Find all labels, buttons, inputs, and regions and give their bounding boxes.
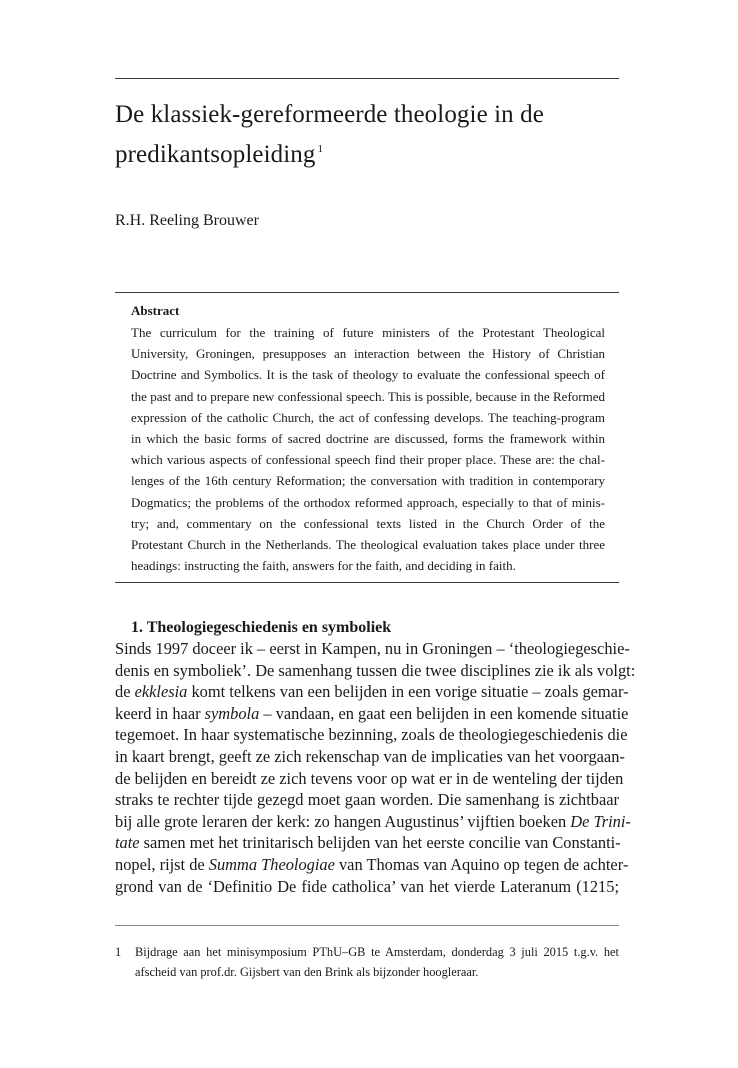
body-line	[115, 638, 630, 660]
body-line	[115, 832, 619, 854]
author-name: R.H. Reeling Brouwer	[115, 212, 259, 229]
article-title-line1: De klassiek-gereformeerde theologie in de	[115, 101, 544, 128]
body-text-run: in kaart brengt, geeft ze zich rekenschap van de implicaties van het voorgaan-	[115, 746, 625, 766]
body-text-run: tegemoet. In haar systematische bezinning, zoals de theologiegeschiedenis die	[115, 725, 628, 745]
abstract-line: Doctrine and Symbolics. It is the task of theology to evaluate the confessional speech of	[131, 367, 605, 383]
abstract-block	[131, 302, 605, 576]
abstract-line: University, Groningen, presupposes an interaction between the History of Christian	[131, 346, 605, 362]
article-title-line2: predikantsopleiding	[115, 140, 316, 168]
italic-term: De Trini-	[570, 811, 631, 831]
footnote-line: afscheid van prof.dr. Gijsbert van den Brink als bijzonder hoogleraar.	[135, 965, 479, 979]
body-line	[115, 854, 629, 876]
italic-term: ekklesia	[134, 682, 188, 702]
body-line	[115, 681, 629, 703]
body-text-run: – vandaan, en gaat een belijden in een komende situatie	[259, 703, 629, 723]
body-line	[115, 746, 625, 768]
body-text-run: de	[115, 682, 135, 702]
title-footnote-ref[interactable]: 1	[317, 143, 324, 155]
article-title	[115, 98, 619, 172]
footnote-rule	[115, 925, 619, 926]
body-line	[115, 789, 619, 811]
body-line	[115, 768, 624, 790]
abstract-line: try; and, commentary on the confessional texts listed in the Church Order of the	[131, 515, 605, 531]
body-text-run: komt telkens van een belijden in een vorige situatie – zoals gemar-	[187, 682, 629, 702]
abstract-line: the past and to prepare new confessional speech. This is possible, because in the Reformed	[131, 388, 605, 404]
body-text	[115, 638, 636, 897]
body-line	[115, 660, 636, 682]
body-text-run: denis en symboliek’. De samenhang tussen die twee disciplines zie ik als volgt:	[115, 660, 636, 680]
abstract-line: expression of the catholic Church, the act of confessing develops. The teaching-program	[131, 409, 605, 425]
italic-term: tate	[115, 833, 140, 853]
footnote	[115, 942, 619, 982]
body-text-run: keerd in haar	[115, 703, 205, 723]
body-line	[115, 811, 631, 833]
abstract-line: headings: instructing the faith, answers for the faith, and deciding in faith.	[131, 558, 516, 574]
abstract-line: in which the basic forms of sacred doctrine are discussed, forms the framework within	[131, 430, 605, 446]
top-rule	[115, 78, 619, 79]
footnote-text	[135, 942, 619, 982]
body-line	[115, 724, 628, 746]
section-heading: 1. Theologiegeschiedenis en symboliek	[131, 619, 392, 636]
abstract-line: Dogmatics; the problems of the orthodox reformed approach, especially to that of minis-	[131, 494, 605, 510]
body-text-run: bij alle grote leraren der kerk: zo hangen Augustinus’ vijftien boeken	[115, 811, 571, 831]
body-text-run: samen met het trinitarisch belijden van het eerste concilie van Constanti-	[139, 833, 621, 853]
abstract-bottom-rule	[115, 582, 619, 583]
footnote-number: 1	[115, 945, 122, 959]
abstract-line: Protestant Church in the Netherlands. The theological evaluation takes place under three	[131, 536, 605, 552]
body-text-run: grond van de ‘Definitio De fide catholica’ van het vierde Lateranum (1215;	[115, 876, 619, 896]
body-line	[115, 703, 629, 725]
abstract-line: The curriculum for the training of future ministers of the Protestant Theological	[131, 325, 605, 340]
body-line	[115, 876, 619, 898]
body-text-run: van Thomas van Aquino op tegen de achter-	[334, 854, 629, 874]
abstract-line: which various aspects of confessional speech find their proper place. These are: the chal-	[131, 452, 605, 468]
body-text-run: de belijden en bereidt ze zich tevens voor op wat er in de wenteling der tijden	[115, 768, 624, 788]
abstract-top-rule	[115, 292, 619, 293]
abstract-text	[131, 322, 605, 576]
abstract-line: lenges of the 16th century Reformation; the conversation with tradition in contemporary	[131, 473, 605, 489]
body-text-run: straks te rechter tijde gezegd moet gaan worden. Die samenhang is zichtbaar	[115, 790, 619, 810]
abstract-heading: Abstract	[131, 303, 180, 318]
body-text-run: nopel, rijst de	[115, 854, 209, 874]
italic-term: Summa Theologiae	[208, 854, 335, 874]
body-text-run: Sinds 1997 doceer ik – eerst in Kampen, nu in Groningen – ‘theologiegeschie-	[115, 639, 630, 658]
italic-term: symbola	[204, 703, 260, 723]
footnote-line: Bijdrage aan het minisymposium PThU–GB te Amsterdam, donderdag 3 juli 2015 t.g.v. het	[135, 945, 619, 959]
